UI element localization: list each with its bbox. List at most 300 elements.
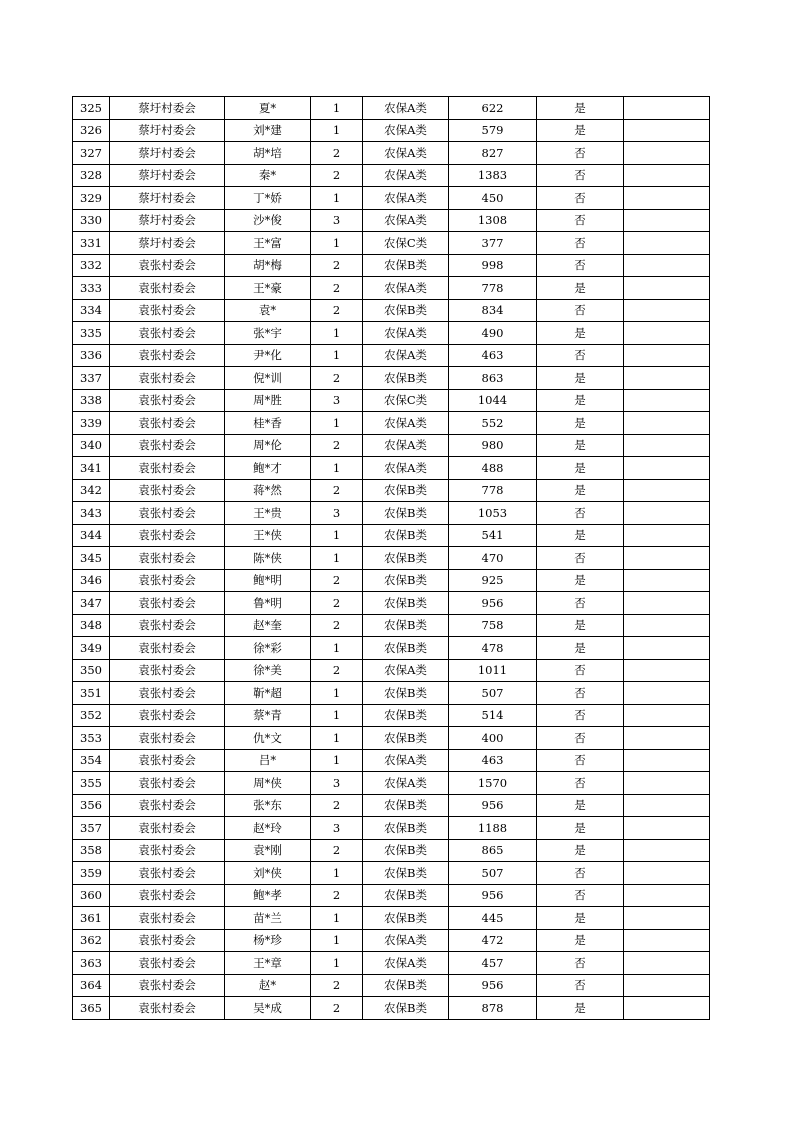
row-number-cell: 349 — [73, 637, 110, 660]
name-cell: 赵*玲 — [225, 817, 311, 840]
name-cell: 杨*珍 — [225, 929, 311, 952]
flag-cell: 否 — [537, 232, 624, 255]
insurance-type-cell: 农保A类 — [363, 457, 449, 480]
blank-cell — [624, 479, 710, 502]
name-cell: 苗*兰 — [225, 907, 311, 930]
blank-cell — [624, 907, 710, 930]
household-count-cell: 3 — [311, 209, 363, 232]
row-number-cell: 363 — [73, 952, 110, 975]
row-number-cell: 342 — [73, 479, 110, 502]
village-cell: 袁张村委会 — [110, 704, 225, 727]
village-cell: 袁张村委会 — [110, 277, 225, 300]
flag-cell: 是 — [537, 367, 624, 390]
village-cell: 袁张村委会 — [110, 974, 225, 997]
village-cell: 袁张村委会 — [110, 547, 225, 570]
insurance-type-cell: 农保B类 — [363, 367, 449, 390]
table-row — [73, 547, 710, 570]
flag-cell: 是 — [537, 389, 624, 412]
row-number-cell: 344 — [73, 524, 110, 547]
household-count-cell: 2 — [311, 277, 363, 300]
insurance-type-cell: 农保B类 — [363, 547, 449, 570]
household-count-cell: 1 — [311, 119, 363, 142]
household-count-cell: 2 — [311, 884, 363, 907]
table-row — [73, 997, 710, 1020]
amount-cell: 980 — [449, 434, 537, 457]
insurance-type-cell: 农保A类 — [363, 412, 449, 435]
table-row — [73, 682, 710, 705]
village-cell: 蔡圩村委会 — [110, 97, 225, 120]
name-cell: 秦* — [225, 164, 311, 187]
row-number-cell: 361 — [73, 907, 110, 930]
village-cell: 袁张村委会 — [110, 862, 225, 885]
flag-cell: 是 — [537, 434, 624, 457]
blank-cell — [624, 434, 710, 457]
name-cell: 刘*侠 — [225, 862, 311, 885]
blank-cell — [624, 839, 710, 862]
flag-cell: 是 — [537, 322, 624, 345]
household-count-cell: 1 — [311, 322, 363, 345]
household-count-cell: 1 — [311, 929, 363, 952]
village-cell: 袁张村委会 — [110, 794, 225, 817]
flag-cell: 是 — [537, 929, 624, 952]
table-row — [73, 974, 710, 997]
blank-cell — [624, 727, 710, 750]
name-cell: 仇*文 — [225, 727, 311, 750]
table-row — [73, 862, 710, 885]
row-number-cell: 326 — [73, 119, 110, 142]
amount-cell: 463 — [449, 344, 537, 367]
blank-cell — [624, 209, 710, 232]
blank-cell — [624, 457, 710, 480]
name-cell: 王*豪 — [225, 277, 311, 300]
table-row — [73, 569, 710, 592]
flag-cell: 否 — [537, 299, 624, 322]
household-count-cell: 1 — [311, 637, 363, 660]
household-count-cell: 1 — [311, 862, 363, 885]
amount-cell: 552 — [449, 412, 537, 435]
amount-cell: 956 — [449, 884, 537, 907]
row-number-cell: 364 — [73, 974, 110, 997]
blank-cell — [624, 524, 710, 547]
village-cell: 袁张村委会 — [110, 772, 225, 795]
table-row — [73, 367, 710, 390]
table-row — [73, 794, 710, 817]
name-cell: 尹*化 — [225, 344, 311, 367]
amount-cell: 445 — [449, 907, 537, 930]
village-cell: 袁张村委会 — [110, 367, 225, 390]
name-cell: 靳*超 — [225, 682, 311, 705]
insurance-type-cell: 农保A类 — [363, 277, 449, 300]
insurance-type-cell: 农保A类 — [363, 322, 449, 345]
blank-cell — [624, 389, 710, 412]
table-row — [73, 952, 710, 975]
blank-cell — [624, 412, 710, 435]
name-cell: 徐*彩 — [225, 637, 311, 660]
household-count-cell: 2 — [311, 479, 363, 502]
flag-cell: 否 — [537, 862, 624, 885]
insurance-type-cell: 农保B类 — [363, 524, 449, 547]
insurance-type-cell: 农保B类 — [363, 817, 449, 840]
household-count-cell: 1 — [311, 952, 363, 975]
village-cell: 袁张村委会 — [110, 389, 225, 412]
insurance-type-cell: 农保B类 — [363, 592, 449, 615]
blank-cell — [624, 974, 710, 997]
household-count-cell: 1 — [311, 412, 363, 435]
name-cell: 蒋*然 — [225, 479, 311, 502]
flag-cell: 是 — [537, 569, 624, 592]
household-count-cell: 1 — [311, 524, 363, 547]
blank-cell — [624, 119, 710, 142]
amount-cell: 1188 — [449, 817, 537, 840]
flag-cell: 否 — [537, 344, 624, 367]
flag-cell: 是 — [537, 524, 624, 547]
household-count-cell: 2 — [311, 254, 363, 277]
flag-cell: 是 — [537, 457, 624, 480]
flag-cell: 否 — [537, 952, 624, 975]
amount-cell: 758 — [449, 614, 537, 637]
row-number-cell: 331 — [73, 232, 110, 255]
blank-cell — [624, 884, 710, 907]
table-row — [73, 97, 710, 120]
village-cell: 袁张村委会 — [110, 569, 225, 592]
insurance-type-cell: 农保B类 — [363, 254, 449, 277]
row-number-cell: 359 — [73, 862, 110, 885]
row-number-cell: 357 — [73, 817, 110, 840]
flag-cell: 否 — [537, 659, 624, 682]
row-number-cell: 343 — [73, 502, 110, 525]
name-cell: 袁* — [225, 299, 311, 322]
table-row — [73, 344, 710, 367]
insurance-type-cell: 农保A类 — [363, 119, 449, 142]
table-row — [73, 727, 710, 750]
village-cell: 袁张村委会 — [110, 839, 225, 862]
row-number-cell: 348 — [73, 614, 110, 637]
insurance-type-cell: 农保A类 — [363, 772, 449, 795]
village-cell: 蔡圩村委会 — [110, 119, 225, 142]
name-cell: 倪*训 — [225, 367, 311, 390]
blank-cell — [624, 592, 710, 615]
household-count-cell: 2 — [311, 974, 363, 997]
table-row — [73, 119, 710, 142]
name-cell: 沙*俊 — [225, 209, 311, 232]
row-number-cell: 358 — [73, 839, 110, 862]
row-number-cell: 341 — [73, 457, 110, 480]
name-cell: 鲁*明 — [225, 592, 311, 615]
table-row — [73, 839, 710, 862]
household-count-cell: 1 — [311, 547, 363, 570]
flag-cell: 是 — [537, 997, 624, 1020]
row-number-cell: 354 — [73, 749, 110, 772]
village-cell: 袁张村委会 — [110, 457, 225, 480]
name-cell: 周*伦 — [225, 434, 311, 457]
blank-cell — [624, 997, 710, 1020]
table-row — [73, 389, 710, 412]
village-cell: 袁张村委会 — [110, 637, 225, 660]
name-cell: 王*贵 — [225, 502, 311, 525]
insurance-type-cell: 农保B类 — [363, 704, 449, 727]
village-cell: 蔡圩村委会 — [110, 142, 225, 165]
flag-cell: 否 — [537, 209, 624, 232]
flag-cell: 是 — [537, 614, 624, 637]
household-count-cell: 1 — [311, 727, 363, 750]
household-count-cell: 1 — [311, 97, 363, 120]
flag-cell: 是 — [537, 839, 624, 862]
household-count-cell: 1 — [311, 749, 363, 772]
row-number-cell: 340 — [73, 434, 110, 457]
household-count-cell: 2 — [311, 839, 363, 862]
name-cell: 夏* — [225, 97, 311, 120]
amount-cell: 488 — [449, 457, 537, 480]
village-cell: 袁张村委会 — [110, 907, 225, 930]
village-cell: 袁张村委会 — [110, 749, 225, 772]
amount-cell: 827 — [449, 142, 537, 165]
name-cell: 张*宇 — [225, 322, 311, 345]
village-cell: 蔡圩村委会 — [110, 187, 225, 210]
blank-cell — [624, 187, 710, 210]
table-body — [73, 97, 710, 1020]
blank-cell — [624, 502, 710, 525]
household-count-cell: 1 — [311, 907, 363, 930]
row-number-cell: 351 — [73, 682, 110, 705]
table-row — [73, 704, 710, 727]
table-row — [73, 164, 710, 187]
flag-cell: 是 — [537, 817, 624, 840]
row-number-cell: 330 — [73, 209, 110, 232]
flag-cell: 否 — [537, 772, 624, 795]
village-cell: 袁张村委会 — [110, 682, 225, 705]
row-number-cell: 350 — [73, 659, 110, 682]
insurance-type-cell: 农保B类 — [363, 727, 449, 750]
household-count-cell: 1 — [311, 457, 363, 480]
row-number-cell: 360 — [73, 884, 110, 907]
row-number-cell: 338 — [73, 389, 110, 412]
row-number-cell: 325 — [73, 97, 110, 120]
name-cell: 鲍*明 — [225, 569, 311, 592]
flag-cell: 否 — [537, 254, 624, 277]
household-count-cell: 1 — [311, 232, 363, 255]
village-cell: 袁张村委会 — [110, 299, 225, 322]
name-cell: 蔡*青 — [225, 704, 311, 727]
flag-cell: 是 — [537, 119, 624, 142]
insurance-type-cell: 农保C类 — [363, 389, 449, 412]
village-cell: 袁张村委会 — [110, 614, 225, 637]
household-count-cell: 2 — [311, 997, 363, 1020]
insurance-type-cell: 农保C类 — [363, 232, 449, 255]
flag-cell: 是 — [537, 412, 624, 435]
insurance-type-cell: 农保A类 — [363, 952, 449, 975]
insurance-type-cell: 农保A类 — [363, 97, 449, 120]
flag-cell: 否 — [537, 704, 624, 727]
village-cell: 袁张村委会 — [110, 817, 225, 840]
village-cell: 袁张村委会 — [110, 344, 225, 367]
insurance-type-cell: 农保B类 — [363, 839, 449, 862]
household-count-cell: 2 — [311, 164, 363, 187]
row-number-cell: 333 — [73, 277, 110, 300]
blank-cell — [624, 322, 710, 345]
village-cell: 袁张村委会 — [110, 524, 225, 547]
insurance-type-cell: 农保A类 — [363, 142, 449, 165]
insurance-type-cell: 农保B类 — [363, 794, 449, 817]
name-cell: 陈*侠 — [225, 547, 311, 570]
name-cell: 王*侠 — [225, 524, 311, 547]
blank-cell — [624, 142, 710, 165]
insurance-type-cell: 农保A类 — [363, 749, 449, 772]
amount-cell: 514 — [449, 704, 537, 727]
row-number-cell: 327 — [73, 142, 110, 165]
blank-cell — [624, 232, 710, 255]
household-count-cell: 3 — [311, 817, 363, 840]
insurance-type-cell: 农保A类 — [363, 187, 449, 210]
blank-cell — [624, 299, 710, 322]
amount-cell: 1053 — [449, 502, 537, 525]
data-table — [72, 96, 710, 1020]
flag-cell: 是 — [537, 479, 624, 502]
name-cell: 王*富 — [225, 232, 311, 255]
flag-cell: 否 — [537, 884, 624, 907]
amount-cell: 478 — [449, 637, 537, 660]
table-row — [73, 209, 710, 232]
household-count-cell: 3 — [311, 502, 363, 525]
name-cell: 赵* — [225, 974, 311, 997]
insurance-type-cell: 农保B类 — [363, 637, 449, 660]
table-row — [73, 457, 710, 480]
household-count-cell: 2 — [311, 367, 363, 390]
row-number-cell: 339 — [73, 412, 110, 435]
amount-cell: 865 — [449, 839, 537, 862]
household-count-cell: 1 — [311, 344, 363, 367]
table-row — [73, 749, 710, 772]
flag-cell: 否 — [537, 142, 624, 165]
household-count-cell: 1 — [311, 704, 363, 727]
blank-cell — [624, 547, 710, 570]
household-count-cell: 1 — [311, 187, 363, 210]
household-count-cell: 2 — [311, 614, 363, 637]
village-cell: 袁张村委会 — [110, 434, 225, 457]
name-cell: 袁*刚 — [225, 839, 311, 862]
row-number-cell: 336 — [73, 344, 110, 367]
household-count-cell: 1 — [311, 682, 363, 705]
name-cell: 赵*奎 — [225, 614, 311, 637]
name-cell: 刘*建 — [225, 119, 311, 142]
row-number-cell: 332 — [73, 254, 110, 277]
table-row — [73, 817, 710, 840]
amount-cell: 778 — [449, 277, 537, 300]
household-count-cell: 2 — [311, 299, 363, 322]
row-number-cell: 347 — [73, 592, 110, 615]
blank-cell — [624, 929, 710, 952]
blank-cell — [624, 794, 710, 817]
blank-cell — [624, 682, 710, 705]
table-row — [73, 929, 710, 952]
blank-cell — [624, 952, 710, 975]
blank-cell — [624, 704, 710, 727]
table-row — [73, 772, 710, 795]
insurance-type-cell: 农保A类 — [363, 164, 449, 187]
name-cell: 徐*美 — [225, 659, 311, 682]
name-cell: 鲍*才 — [225, 457, 311, 480]
name-cell: 胡*培 — [225, 142, 311, 165]
amount-cell: 956 — [449, 592, 537, 615]
insurance-type-cell: 农保B类 — [363, 299, 449, 322]
amount-cell: 470 — [449, 547, 537, 570]
row-number-cell: 328 — [73, 164, 110, 187]
amount-cell: 863 — [449, 367, 537, 390]
village-cell: 袁张村委会 — [110, 592, 225, 615]
flag-cell: 是 — [537, 907, 624, 930]
amount-cell: 1044 — [449, 389, 537, 412]
row-number-cell: 329 — [73, 187, 110, 210]
table-row — [73, 502, 710, 525]
insurance-type-cell: 农保A类 — [363, 929, 449, 952]
table-row — [73, 142, 710, 165]
village-cell: 蔡圩村委会 — [110, 209, 225, 232]
village-cell: 袁张村委会 — [110, 727, 225, 750]
flag-cell: 否 — [537, 749, 624, 772]
insurance-type-cell: 农保B类 — [363, 682, 449, 705]
table-row — [73, 637, 710, 660]
blank-cell — [624, 164, 710, 187]
insurance-type-cell: 农保A类 — [363, 344, 449, 367]
village-cell: 袁张村委会 — [110, 502, 225, 525]
name-cell: 王*章 — [225, 952, 311, 975]
name-cell: 桂*香 — [225, 412, 311, 435]
household-count-cell: 3 — [311, 389, 363, 412]
row-number-cell: 335 — [73, 322, 110, 345]
amount-cell: 956 — [449, 794, 537, 817]
amount-cell: 925 — [449, 569, 537, 592]
amount-cell: 541 — [449, 524, 537, 547]
flag-cell: 否 — [537, 547, 624, 570]
row-number-cell: 346 — [73, 569, 110, 592]
flag-cell: 是 — [537, 794, 624, 817]
name-cell: 胡*梅 — [225, 254, 311, 277]
insurance-type-cell: 农保B类 — [363, 907, 449, 930]
table-row — [73, 187, 710, 210]
row-number-cell: 355 — [73, 772, 110, 795]
amount-cell: 472 — [449, 929, 537, 952]
household-count-cell: 2 — [311, 434, 363, 457]
household-count-cell: 2 — [311, 592, 363, 615]
table-row — [73, 434, 710, 457]
flag-cell: 否 — [537, 974, 624, 997]
blank-cell — [624, 749, 710, 772]
amount-cell: 878 — [449, 997, 537, 1020]
blank-cell — [624, 637, 710, 660]
village-cell: 蔡圩村委会 — [110, 164, 225, 187]
name-cell: 周*侠 — [225, 772, 311, 795]
flag-cell: 否 — [537, 164, 624, 187]
amount-cell: 1383 — [449, 164, 537, 187]
village-cell: 袁张村委会 — [110, 322, 225, 345]
village-cell: 蔡圩村委会 — [110, 232, 225, 255]
blank-cell — [624, 97, 710, 120]
village-cell: 袁张村委会 — [110, 929, 225, 952]
flag-cell: 是 — [537, 637, 624, 660]
flag-cell: 否 — [537, 502, 624, 525]
village-cell: 袁张村委会 — [110, 952, 225, 975]
amount-cell: 1011 — [449, 659, 537, 682]
blank-cell — [624, 344, 710, 367]
insurance-type-cell: 农保B类 — [363, 884, 449, 907]
blank-cell — [624, 254, 710, 277]
table-row — [73, 592, 710, 615]
insurance-type-cell: 农保B类 — [363, 997, 449, 1020]
blank-cell — [624, 817, 710, 840]
name-cell: 丁*娇 — [225, 187, 311, 210]
amount-cell: 1570 — [449, 772, 537, 795]
amount-cell: 450 — [449, 187, 537, 210]
row-number-cell: 345 — [73, 547, 110, 570]
